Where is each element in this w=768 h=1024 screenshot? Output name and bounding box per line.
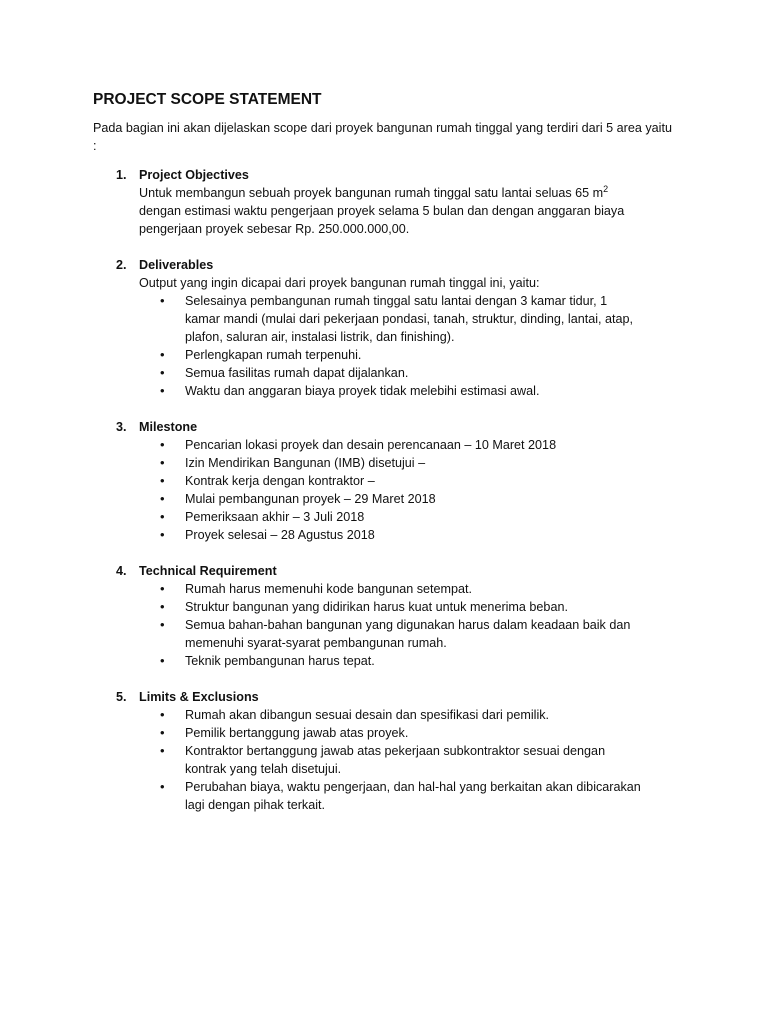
list-item-text: Mulai pembangunan proyek – 29 Maret 2018 — [185, 492, 436, 506]
bullet-icon: • — [160, 365, 165, 380]
list-item — [139, 364, 641, 382]
bullet-icon: • — [160, 437, 165, 452]
bullet-icon: • — [160, 491, 165, 506]
section-number: 2. — [116, 258, 127, 272]
section-title: Project Objectives — [139, 168, 249, 182]
bullet-list — [139, 706, 708, 814]
list-item-text: Rumah harus memenuhi kode bangunan setempat. — [185, 582, 473, 596]
document-title: PROJECT SCOPE STATEMENT — [93, 91, 322, 108]
list-item — [139, 742, 641, 778]
list-item-text: Kontraktor bertanggung jawab atas pekerjaan subkontraktor sesuai dengan kontrak yang telah disetujui. — [185, 744, 606, 776]
list-item — [139, 598, 641, 616]
section-body-text-continued: dengan estimasi waktu pengerjaan proyek selama 5 bulan dan dengan anggaran biaya pengerjaan proyek sebesar Rp. 250.000.000,00. — [139, 204, 625, 236]
bullet-icon: • — [160, 347, 165, 362]
bullet-icon: • — [160, 617, 165, 632]
bullet-list — [139, 580, 708, 670]
list-item — [139, 472, 641, 490]
bullet-icon: • — [160, 779, 165, 794]
section-deliverables — [93, 256, 708, 400]
section-list — [93, 166, 708, 814]
list-item-text: Waktu dan anggaran biaya proyek tidak melebihi estimasi awal. — [185, 384, 540, 398]
bullet-icon: • — [160, 527, 165, 542]
bullet-icon: • — [160, 473, 165, 488]
list-item — [139, 706, 641, 724]
section-number: 4. — [116, 564, 127, 578]
section-body — [139, 184, 639, 238]
list-item — [139, 436, 641, 454]
bullet-icon: • — [160, 293, 165, 308]
superscript-two: 2 — [603, 183, 609, 194]
section-title: Milestone — [139, 420, 198, 434]
bullet-icon: • — [160, 653, 165, 668]
list-item — [139, 778, 641, 814]
list-item — [139, 652, 641, 670]
list-item-text: Perlengkapan rumah terpenuhi. — [185, 348, 362, 362]
list-item-text: Pencarian lokasi proyek dan desain perencanaan – 10 Maret 2018 — [185, 438, 557, 452]
section-number: 5. — [116, 690, 127, 704]
list-item — [139, 454, 641, 472]
list-item-text: Pemilik bertanggung jawab atas proyek. — [185, 726, 409, 740]
section-project-objectives — [93, 166, 708, 238]
list-item — [139, 724, 641, 742]
list-item-text: Pemeriksaan akhir – 3 Juli 2018 — [185, 510, 365, 524]
bullet-list — [139, 436, 708, 544]
section-technical-requirement — [93, 562, 708, 670]
list-item-text: Rumah akan dibangun sesuai desain dan spesifikasi dari pemilik. — [185, 708, 550, 722]
section-title: Limits & Exclusions — [139, 690, 259, 704]
section-body-text: Untuk membangun sebuah proyek bangunan rumah tinggal satu lantai seluas 65 m — [139, 186, 604, 200]
bullet-icon: • — [160, 707, 165, 722]
intro-paragraph: Pada bagian ini akan dijelaskan scope dari proyek bangunan rumah tinggal yang terdiri dari 5 area yaitu : — [93, 121, 672, 153]
bullet-icon: • — [160, 383, 165, 398]
list-item — [139, 292, 641, 346]
bullet-icon: • — [160, 599, 165, 614]
bullet-icon: • — [160, 743, 165, 758]
section-milestone — [93, 418, 708, 544]
list-item-text: Izin Mendirikan Bangunan (IMB) disetujui – — [185, 456, 426, 470]
list-item — [139, 526, 641, 544]
bullet-icon: • — [160, 581, 165, 596]
list-item-text: Semua fasilitas rumah dapat dijalankan. — [185, 366, 409, 380]
bullet-icon: • — [160, 509, 165, 524]
list-item — [139, 616, 641, 652]
section-title: Deliverables — [139, 258, 214, 272]
section-limits-exclusions — [93, 688, 708, 814]
list-item-text: Proyek selesai – 28 Agustus 2018 — [185, 528, 375, 542]
list-item-text: Struktur bangunan yang didirikan harus kuat untuk menerima beban. — [185, 600, 568, 614]
list-item — [139, 508, 641, 526]
list-item-text: Perubahan biaya, waktu pengerjaan, dan hal-hal yang berkaitan akan dibicarakan lagi dengan pihak terkait. — [185, 780, 641, 812]
list-item-text: Kontrak kerja dengan kontraktor – — [185, 474, 375, 488]
list-item-text: Selesainya pembangunan rumah tinggal satu lantai dengan 3 kamar tidur, 1 kamar mandi (mulai dari pekerjaan pondasi, tanah, struktur, dinding, lantai, atap, plafon, saluran air, instalasi listrik, dan finishing). — [185, 294, 634, 344]
bullet-icon: • — [160, 725, 165, 740]
list-item-text: Teknik pembangunan harus tepat. — [185, 654, 375, 668]
list-item — [139, 346, 641, 364]
bullet-icon: • — [160, 455, 165, 470]
list-item — [139, 580, 641, 598]
list-item — [139, 490, 641, 508]
section-number: 3. — [116, 420, 127, 434]
section-body: Output yang ingin dicapai dari proyek bangunan rumah tinggal ini, yaitu: — [139, 276, 540, 290]
section-number: 1. — [116, 168, 127, 182]
list-item-text: Semua bahan-bahan bangunan yang digunakan harus dalam keadaan baik dan memenuhi syarat-syarat pembangunan rumah. — [185, 618, 631, 650]
bullet-list — [139, 292, 708, 400]
list-item — [139, 382, 641, 400]
section-title: Technical Requirement — [139, 564, 277, 578]
